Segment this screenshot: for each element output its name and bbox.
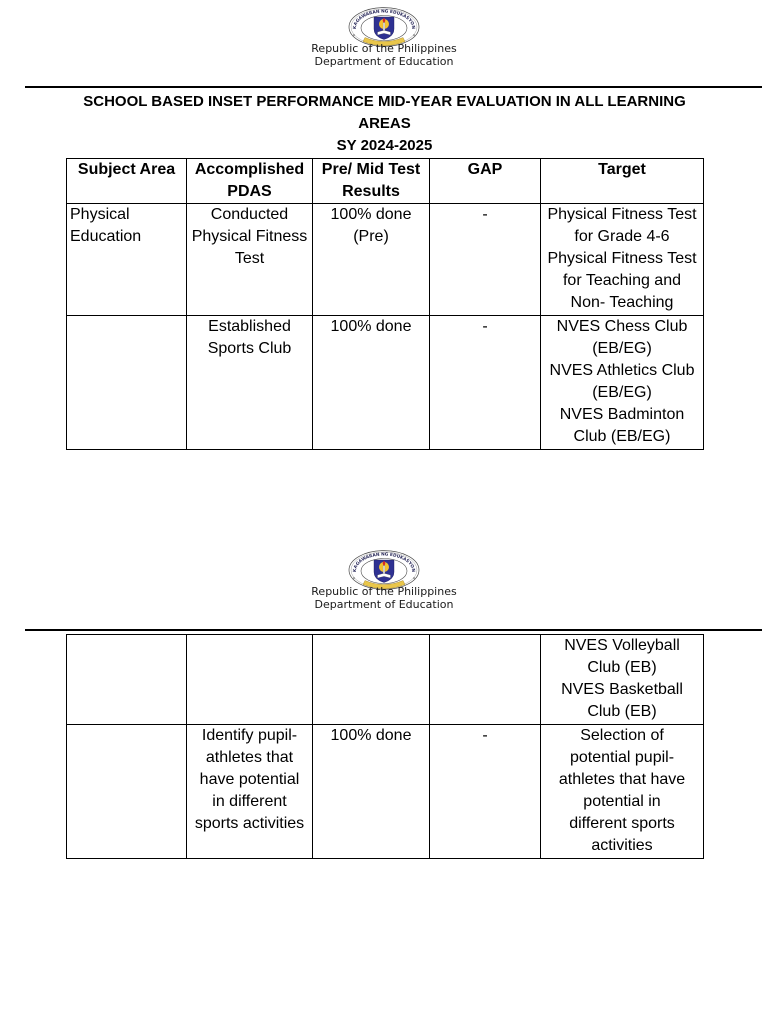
- cell-text-line: athletes that have: [558, 771, 686, 788]
- cell-text-line: Selection of: [580, 727, 664, 744]
- column-header-accomplished-pdas: [187, 159, 313, 204]
- gap-cell: [430, 635, 541, 725]
- accomplished-pdas-cell: [187, 635, 313, 725]
- cell-text-line: (EB/EG): [592, 384, 652, 401]
- subject-area-cell: [67, 316, 187, 450]
- cell-text-line: Club (EB/EG): [573, 428, 671, 445]
- deped-seal-logo: [348, 7, 420, 47]
- letterhead-text: [0, 585, 768, 611]
- accomplished-pdas-cell: [187, 316, 313, 450]
- target-cell: [541, 204, 704, 316]
- cell-text-line: -: [482, 318, 488, 335]
- table-row: [67, 635, 704, 725]
- accomplished-pdas-cell: [187, 725, 313, 859]
- page-2: [0, 543, 768, 1024]
- cell-text-line: Subject Area: [77, 161, 176, 178]
- table-row: [67, 725, 704, 859]
- table-body: [67, 635, 704, 859]
- gap-cell: [430, 725, 541, 859]
- cell-text-line: Club (EB): [587, 659, 657, 676]
- letterhead-text: [0, 42, 768, 68]
- title-block: [66, 91, 703, 157]
- column-header-gap: [430, 159, 541, 204]
- subject-area-cell: [67, 725, 187, 859]
- cell-text-line: Non- Teaching: [570, 294, 674, 311]
- cell-text-line: Education: [70, 228, 142, 245]
- accomplished-pdas-cell: [187, 204, 313, 316]
- table-row: [67, 204, 704, 316]
- cell-text-line: athletes that: [205, 749, 294, 766]
- test-results-cell: [313, 204, 430, 316]
- cell-text-line: Accomplished: [194, 161, 305, 178]
- letterhead-department: Department of Education: [314, 55, 454, 68]
- cell-text-line: Physical Fitness Test: [547, 250, 697, 267]
- letterhead-country: Republic of the Philippines: [311, 42, 457, 55]
- cell-text-line: Identify pupil-: [201, 727, 298, 744]
- cell-text-line: Physical Fitness Test: [547, 206, 697, 223]
- cell-text-line: Sports Club: [207, 340, 292, 357]
- cell-text-line: potential in: [583, 793, 661, 810]
- cell-text-line: 100% done: [330, 727, 412, 744]
- test-results-cell: [313, 316, 430, 450]
- cell-text-line: have potential: [199, 771, 300, 788]
- gap-cell: [430, 316, 541, 450]
- cell-text-line: for Grade 4-6: [574, 228, 670, 245]
- school-year: SY 2024-2025: [336, 137, 433, 154]
- cell-text-line: different sports: [569, 815, 675, 832]
- cell-text-line: NVES Badminton: [559, 406, 685, 423]
- target-cell: [541, 635, 704, 725]
- cell-text-line: Established: [208, 318, 291, 335]
- cell-text-line: NVES Chess Club: [556, 318, 688, 335]
- cell-text-line: NVES Volleyball: [564, 637, 680, 654]
- column-header-target: [541, 159, 704, 204]
- table-header-row: [67, 159, 704, 204]
- subject-area-cell: [67, 635, 187, 725]
- table-row: [67, 316, 704, 450]
- cell-text-line: GAP: [467, 161, 503, 178]
- cell-text-line: Pre/ Mid Test: [321, 161, 421, 178]
- column-header-test-results: [313, 159, 430, 204]
- cell-text-line: PDAS: [227, 183, 272, 200]
- header-rule: [25, 86, 762, 88]
- test-results-cell: [313, 725, 430, 859]
- letterhead-department: Department of Education: [314, 598, 454, 611]
- table-body: [67, 204, 704, 450]
- cell-text-line: Target: [598, 161, 646, 178]
- cell-text-line: Physical: [70, 206, 130, 223]
- test-results-cell: [313, 635, 430, 725]
- seal-lettering: KAGAWARAN NG EDUKASYON: [352, 9, 416, 30]
- cell-text-line: NVES Athletics Club: [549, 362, 695, 379]
- cell-text-line: Results: [342, 183, 400, 200]
- cell-text-line: (Pre): [353, 228, 389, 245]
- seal-lettering: KAGAWARAN NG EDUKASYON: [352, 552, 416, 573]
- cell-text-line: sports activities: [194, 815, 305, 832]
- cell-text-line: potential pupil-: [569, 749, 675, 766]
- cell-text-line: Test: [234, 250, 265, 267]
- header-rule: [25, 629, 762, 631]
- gap-cell: [430, 204, 541, 316]
- cell-text-line: -: [482, 727, 488, 744]
- cell-text-line: for Teaching and: [562, 272, 681, 289]
- evaluation-table-continued: [66, 634, 704, 859]
- cell-text-line: Conducted: [210, 206, 289, 223]
- cell-text-line: NVES Basketball: [561, 681, 683, 698]
- document-title: SCHOOL BASED INSET PERFORMANCE MID-YEAR EVALUATION IN ALL LEARNING AREAS: [83, 93, 686, 132]
- cell-text-line: -: [482, 206, 488, 223]
- target-cell: [541, 316, 704, 450]
- target-cell: [541, 725, 704, 859]
- subject-area-cell: [67, 204, 187, 316]
- column-header-subject-area: [67, 159, 187, 204]
- cell-text-line: (EB/EG): [592, 340, 652, 357]
- cell-text-line: 100% done: [330, 206, 412, 223]
- cell-text-line: in different: [212, 793, 287, 810]
- letterhead-country: Republic of the Philippines: [311, 585, 457, 598]
- deped-seal-logo: [348, 550, 420, 590]
- cell-text-line: Physical Fitness: [191, 228, 308, 245]
- cell-text-line: Club (EB): [587, 703, 657, 720]
- evaluation-table: [66, 158, 704, 450]
- cell-text-line: activities: [591, 837, 653, 854]
- cell-text-line: 100% done: [330, 318, 412, 335]
